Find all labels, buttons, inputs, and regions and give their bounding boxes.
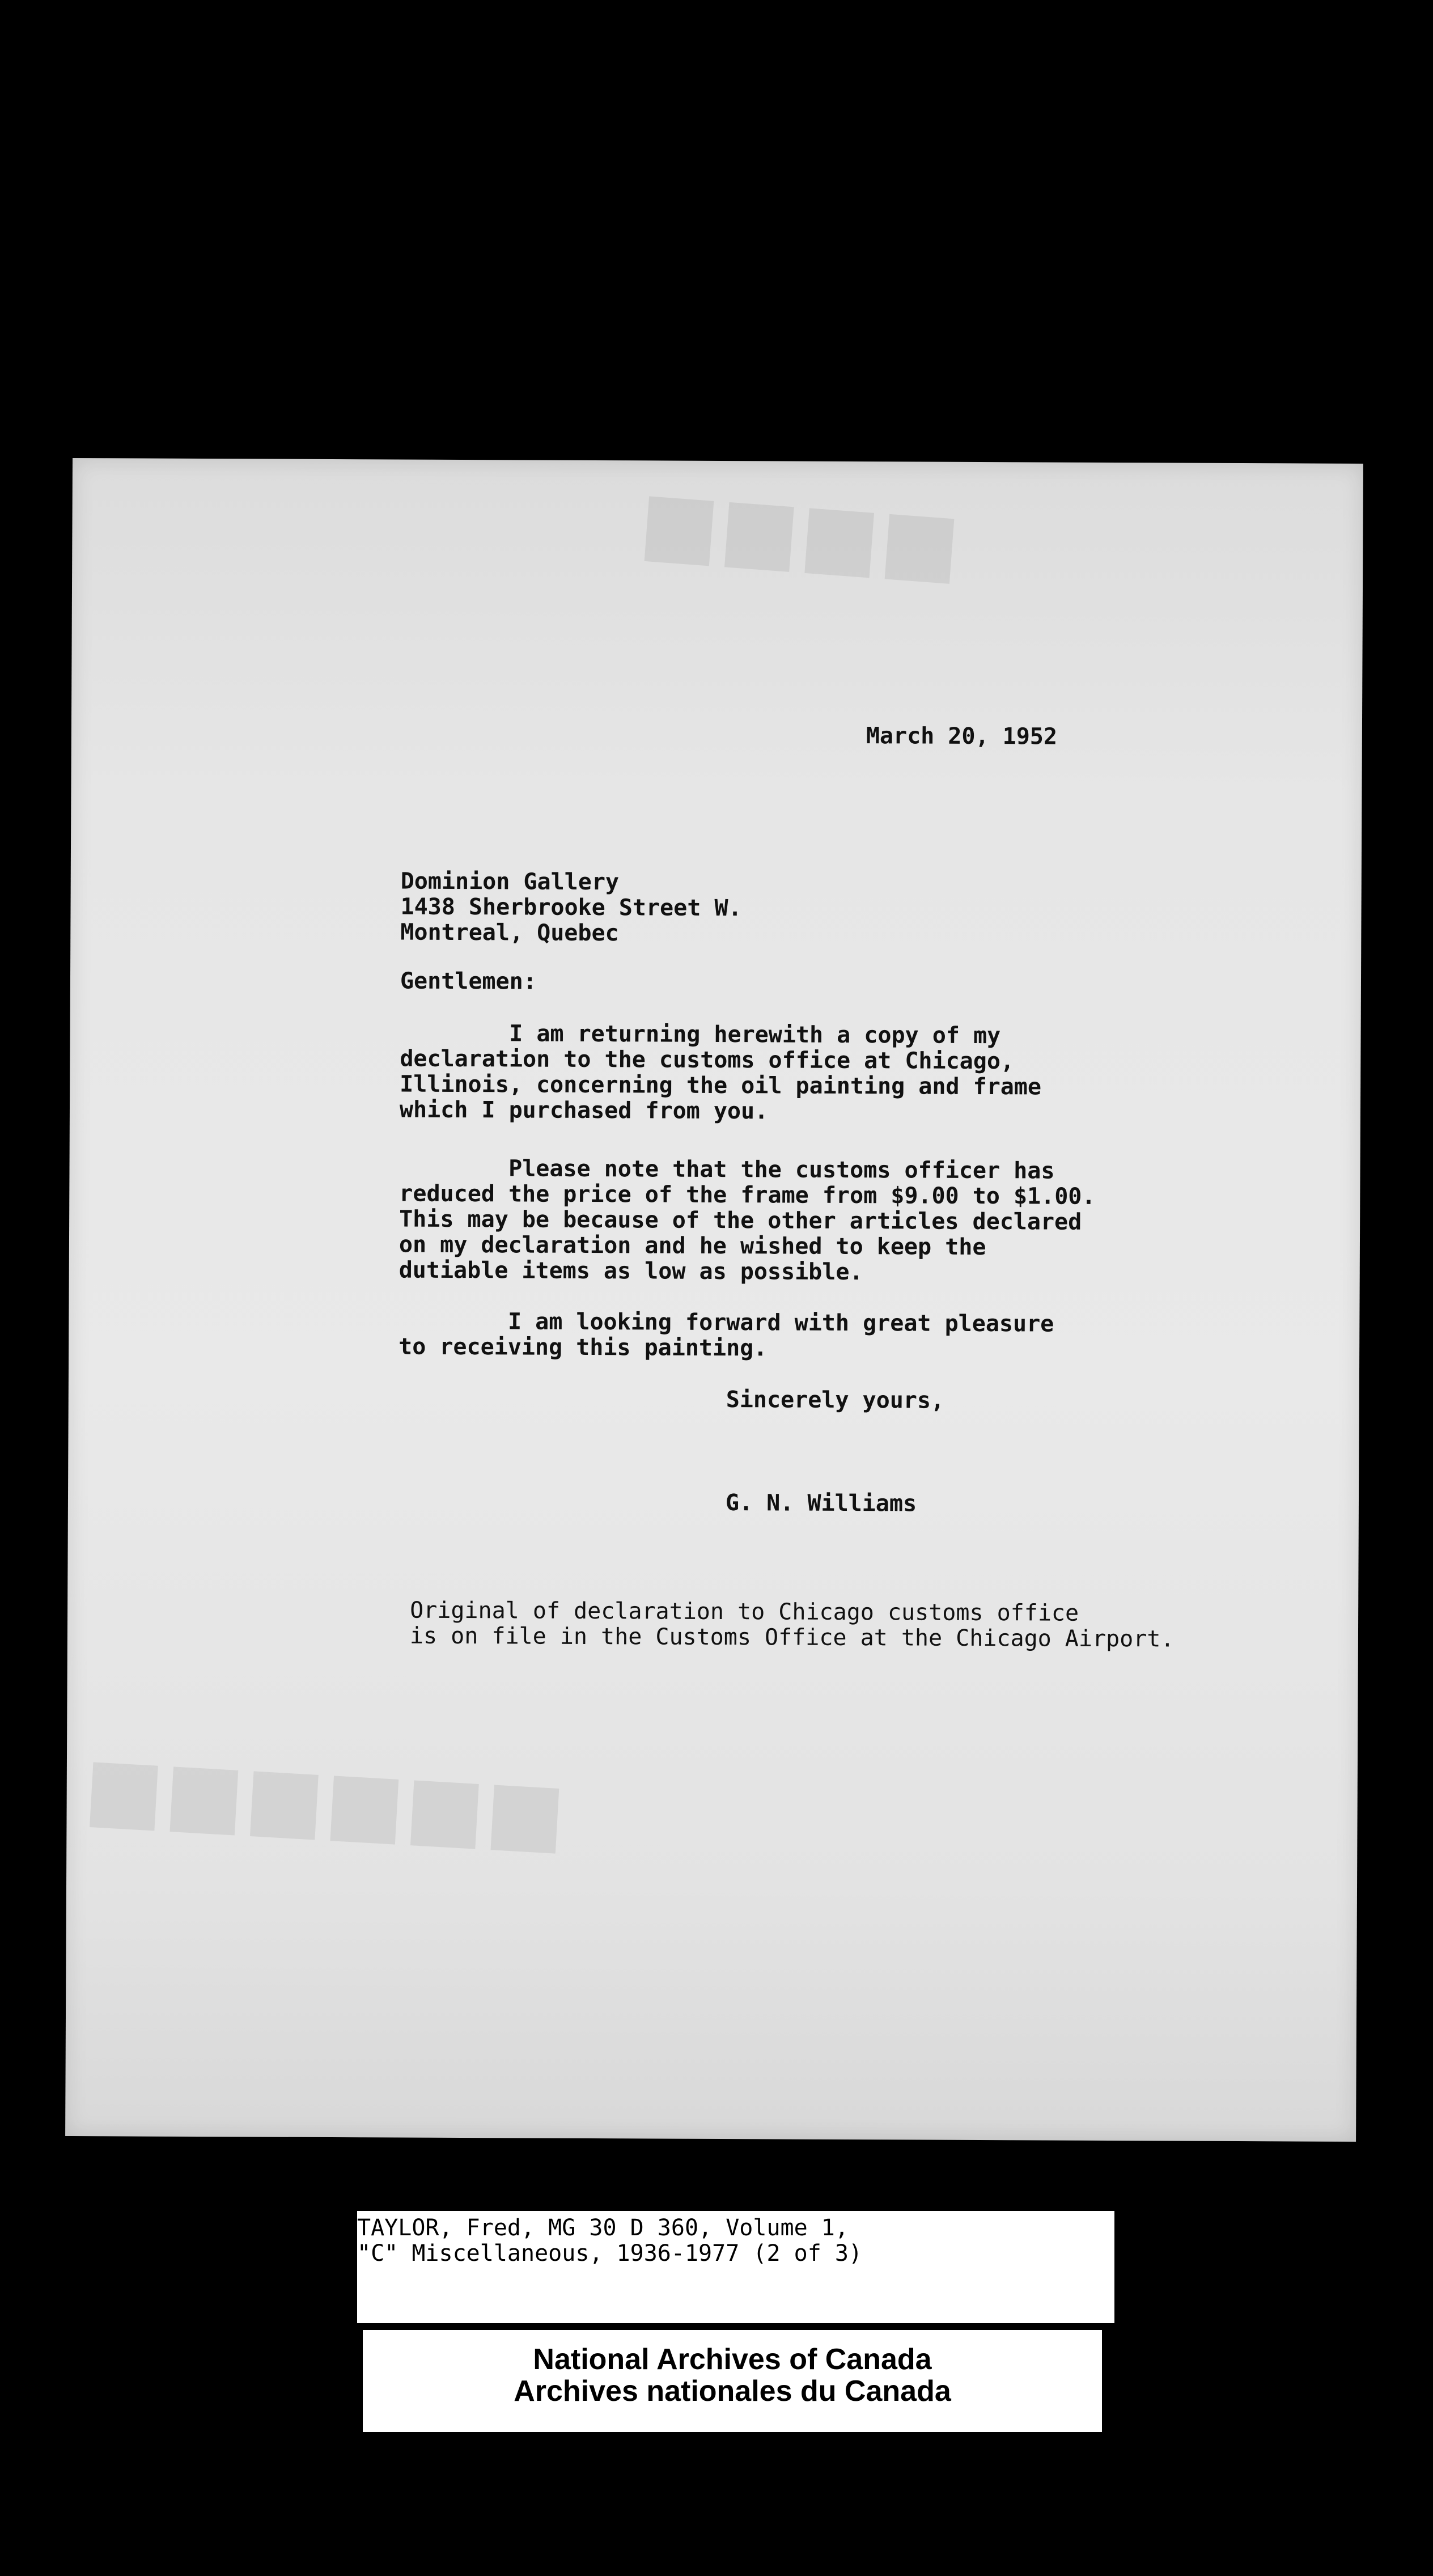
archive-name-en: National Archives of Canada	[533, 2343, 932, 2376]
salutation: Gentlemen:	[400, 968, 537, 995]
archive-name-fr: Archives nationales du Canada	[514, 2375, 951, 2408]
bleed-through-mark-bottom: ■■■■■■	[81, 1738, 569, 1864]
body-paragraph: I am returning herewith a copy of my declaration to the customs office at Chicago, Illinois, concerning the oil painting and frame which I purchased from you.	[399, 1020, 1042, 1125]
declaration-note: Original of declaration to Chicago customs office is on file in the Customs Office at the Chicago Airport.	[409, 1597, 1175, 1653]
recipient-city: Montreal, Quebec	[400, 919, 619, 947]
body-paragraph: Please note that the customs officer has reduced the price of the frame from $9.00 to $1.00. This may be because of the other articles declared on my declaration and he wished to keep the dutiable items as low as possible.	[398, 1155, 1096, 1286]
letter-page	[65, 458, 1363, 2142]
bleed-through-mark-top: ■■■■	[635, 472, 964, 595]
archive-stamp	[363, 2330, 1102, 2432]
signature: G. N. Williams	[725, 1490, 917, 1517]
closing: Sincerely yours,	[726, 1387, 945, 1414]
recipient-street: 1438 Sherbrooke Street W.	[400, 893, 742, 922]
letter-date: March 20, 1952	[866, 723, 1058, 750]
recipient-name: Dominion Gallery	[400, 868, 620, 896]
body-paragraph: I am looking forward with great pleasure to receiving this painting.	[398, 1308, 1054, 1362]
reference-label-text: TAYLOR, Fred, MG 30 D 360, Volume 1, "C" Miscellaneous, 1936-1977 (2 of 3)	[357, 2215, 863, 2266]
